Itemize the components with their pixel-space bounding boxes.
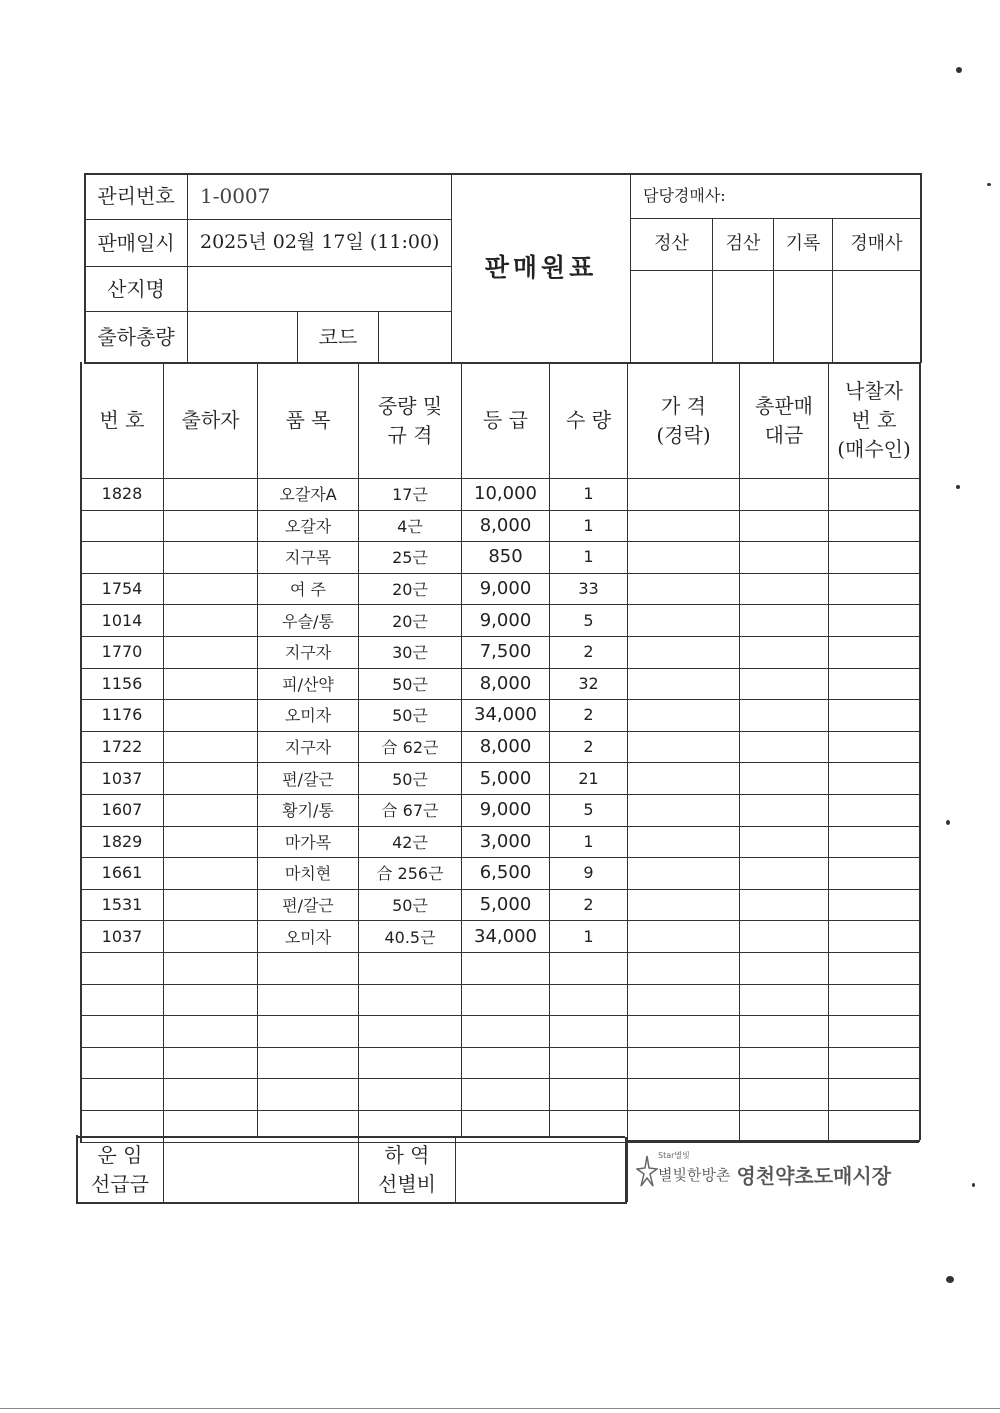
- cell-bidder: [829, 826, 919, 858]
- cell-item: 우슬/통: [282, 611, 334, 631]
- cell-item: 지구목: [284, 548, 332, 568]
- mgmt-no-value: 1-0007: [200, 184, 271, 208]
- cell-no: [81, 510, 163, 542]
- cell-bidder: [829, 1015, 919, 1047]
- cell-no: 1176: [101, 705, 143, 725]
- cell-grade: [462, 952, 549, 984]
- cell-shipper: [164, 1047, 257, 1079]
- cell-shipper: [164, 762, 257, 794]
- cell-item: [258, 984, 358, 1016]
- sale-date-value: 2025년 02월 17일 (11:00): [200, 231, 440, 254]
- cell-price: [628, 952, 739, 984]
- cell-no: 1770: [101, 642, 143, 662]
- col-header-grade-text: 등 급: [483, 408, 528, 432]
- cell-bidder: [829, 573, 919, 605]
- cell-item: 황기/통: [282, 801, 334, 821]
- auctioneer-label: 담당경매사:: [643, 186, 726, 206]
- cell-no: [81, 984, 163, 1016]
- cell-shipper: [164, 541, 257, 573]
- cell-price: [628, 573, 739, 605]
- cell-price: [628, 699, 739, 731]
- col-header-total-line1: 총판매: [755, 393, 813, 418]
- cell-bidder: [829, 1047, 919, 1079]
- cell-shipper: [164, 668, 257, 700]
- cell-weight: 20근: [392, 611, 428, 631]
- cell-price: [628, 1078, 739, 1110]
- cell-qty: 1: [583, 515, 594, 535]
- cell-qty: 1: [583, 484, 594, 504]
- cell-price: [628, 984, 739, 1016]
- cell-grade: 5,000: [479, 767, 532, 789]
- col-header-qty: [550, 363, 627, 478]
- col-header-item-text: 품 목: [285, 408, 331, 432]
- cell-bidder: [829, 857, 919, 889]
- cell-qty: 32: [578, 673, 599, 693]
- cell-no: [81, 541, 163, 573]
- freight-label-line2: 선급금: [91, 1171, 149, 1196]
- code-label: 코드: [318, 324, 358, 349]
- cell-item: [258, 1047, 358, 1079]
- cell-total: [740, 573, 828, 605]
- cell-no: 1661: [101, 863, 143, 883]
- cell-item: [258, 1015, 358, 1047]
- cell-no: 1156: [101, 673, 143, 693]
- cell-total: [740, 826, 828, 858]
- cell-qty: 1: [583, 831, 594, 851]
- cell-qty: 1: [583, 547, 594, 567]
- cell-total: [740, 636, 828, 668]
- cell-bidder: [829, 636, 919, 668]
- cell-qty: 5: [583, 800, 594, 820]
- cell-weight: [359, 1015, 461, 1047]
- col-header-qty-text: 수 량: [566, 408, 611, 432]
- cell-item: [258, 1078, 358, 1110]
- cell-qty: 2: [583, 737, 594, 757]
- cell-shipper: [164, 1078, 257, 1110]
- origin-label: 산지명: [107, 276, 165, 301]
- cell-no: 1828: [101, 484, 143, 504]
- cell-weight: [359, 984, 461, 1016]
- cell-total: [740, 541, 828, 573]
- cell-shipper: [164, 510, 257, 542]
- col-header-grade: [462, 363, 549, 478]
- cell-shipper: [164, 636, 257, 668]
- cell-price: [628, 541, 739, 573]
- cell-weight: [359, 1047, 461, 1079]
- unload-label-line1: 하 역: [384, 1142, 430, 1167]
- cell-bidder: [829, 794, 919, 826]
- cell-total: [740, 889, 828, 921]
- scan-speck: [946, 820, 950, 825]
- cell-item: 지구자: [284, 643, 332, 663]
- cell-qty: 1: [583, 926, 594, 946]
- cell-total: [740, 731, 828, 763]
- cell-total: [740, 1047, 828, 1079]
- cell-total: [740, 794, 828, 826]
- cell-qty: 2: [583, 642, 594, 662]
- cell-bidder: [829, 668, 919, 700]
- cell-price: [628, 889, 739, 921]
- cell-grade: 9,000: [479, 609, 532, 631]
- cell-grade: [462, 1078, 549, 1110]
- total-ship-label: 출하총량: [97, 324, 175, 349]
- freight-label: [77, 1137, 163, 1202]
- cell-no: 1014: [101, 610, 143, 630]
- cell-price: [628, 920, 739, 952]
- cell-qty: 5: [583, 610, 594, 630]
- cell-shipper: [164, 889, 257, 921]
- cell-item: 피/산약: [282, 674, 334, 694]
- cell-no: 1722: [101, 737, 143, 757]
- cell-grade: 850: [488, 546, 523, 568]
- sign-check-label: 검산: [725, 233, 761, 255]
- col-header-item: [258, 363, 358, 478]
- cell-no: 1607: [101, 800, 143, 820]
- col-header-no: [81, 363, 163, 478]
- cell-grade: 3,000: [479, 830, 532, 852]
- cell-no: 1531: [101, 895, 143, 915]
- cell-weight: [359, 952, 461, 984]
- cell-qty: 9: [583, 863, 594, 883]
- cell-bidder: [829, 889, 919, 921]
- cell-price: [628, 731, 739, 763]
- col-header-total-line2: 대금: [764, 422, 804, 447]
- cell-weight: 合 67근: [381, 801, 439, 821]
- cell-bidder: [829, 1078, 919, 1110]
- cell-grade: 6,500: [479, 862, 532, 884]
- unload-value: [456, 1137, 625, 1202]
- cell-shipper: [164, 952, 257, 984]
- cell-shipper: [164, 1015, 257, 1047]
- sign-auctioneer-label: 경매사: [850, 233, 903, 255]
- cell-item: 편/갈근: [282, 896, 334, 916]
- cell-no: [81, 1078, 163, 1110]
- col-header-bidder: [829, 363, 919, 478]
- cell-price: [628, 478, 739, 510]
- col-header-shipper-text: 출하자: [181, 408, 240, 432]
- col-header-price-line2: (경락): [656, 422, 711, 447]
- cell-no: 1829: [101, 831, 143, 851]
- cell-grade: [462, 1047, 549, 1079]
- cell-grade: 8,000: [479, 514, 532, 536]
- cell-bidder: [829, 604, 919, 636]
- cell-item: 마치현: [284, 864, 332, 884]
- cell-shipper: [164, 857, 257, 889]
- cell-weight: 合 62근: [381, 738, 439, 758]
- cell-shipper: [164, 699, 257, 731]
- cell-price: [628, 826, 739, 858]
- cell-bidder: [829, 541, 919, 573]
- cell-grade: 5,000: [479, 894, 532, 916]
- col-header-bidder-line3: (매수인): [837, 437, 911, 461]
- cell-total: [740, 762, 828, 794]
- cell-total: [740, 699, 828, 731]
- cell-weight: 17근: [392, 485, 428, 505]
- cell-no: 1754: [101, 579, 143, 599]
- cell-grade: 10,000: [474, 483, 537, 505]
- col-header-no-text: 번 호: [99, 408, 145, 432]
- cell-price: [628, 762, 739, 794]
- col-header-bidder-line2: 번 호: [851, 408, 897, 432]
- cell-grade: 8,000: [479, 736, 532, 758]
- form-title: 판매원표: [484, 252, 598, 282]
- cell-grade: 34,000: [474, 704, 537, 726]
- scan-speck: [956, 67, 962, 73]
- cell-qty: 2: [583, 895, 594, 915]
- cell-bidder: [829, 762, 919, 794]
- cell-no: 1037: [101, 768, 143, 788]
- cell-price: [628, 1015, 739, 1047]
- cell-weight: 25근: [392, 548, 428, 568]
- cell-price: [628, 1047, 739, 1079]
- origin-value: [188, 267, 450, 311]
- cell-price: [628, 510, 739, 542]
- cell-weight: 50근: [392, 706, 428, 726]
- cell-total: [740, 857, 828, 889]
- col-header-price: [628, 363, 739, 478]
- cell-item: 지구자: [284, 738, 332, 758]
- cell-bidder: [829, 478, 919, 510]
- cell-total: [740, 952, 828, 984]
- cell-weight: 40.5근: [384, 927, 436, 947]
- cell-no: [81, 1015, 163, 1047]
- cell-item: 오미자: [284, 927, 332, 947]
- unload-label-line2: 선별비: [378, 1171, 436, 1196]
- cell-item: 마가목: [284, 832, 332, 852]
- col-header-shipper: [164, 363, 257, 478]
- cell-total: [740, 1110, 828, 1142]
- cell-total: [740, 478, 828, 510]
- cell-item: 오미자: [284, 706, 332, 726]
- cell-total: [740, 604, 828, 636]
- cell-weight: 42근: [392, 832, 428, 852]
- mgmt-no-label: 관리번호: [97, 184, 175, 208]
- logo-market-text: 영천약초도매시장: [736, 1163, 892, 1188]
- cell-shipper: [164, 478, 257, 510]
- cell-grade: 9,000: [479, 799, 532, 821]
- cell-grade: 7,500: [479, 641, 532, 663]
- sign-record-label: 기록: [785, 233, 821, 255]
- col-header-weight: [359, 363, 461, 478]
- cell-qty: [550, 984, 627, 1016]
- cell-total: [740, 510, 828, 542]
- scan-speck: [987, 183, 991, 186]
- cell-weight: [359, 1078, 461, 1110]
- cell-item: 오갈자: [284, 516, 332, 536]
- cell-total: [740, 668, 828, 700]
- total-ship-value: [188, 312, 297, 362]
- cell-qty: 21: [578, 768, 599, 788]
- cell-weight: 50근: [392, 674, 428, 694]
- col-header-weight-line1: 중량 및: [377, 393, 443, 418]
- cell-item: 여 주: [290, 580, 326, 600]
- cell-grade: [462, 984, 549, 1016]
- unload-label: [359, 1137, 455, 1202]
- cell-bidder: [829, 699, 919, 731]
- freight-value: [164, 1137, 358, 1202]
- cell-qty: [550, 952, 627, 984]
- col-header-bidder-line1: 낙찰자: [845, 379, 903, 403]
- star-logo-icon: [636, 1154, 658, 1194]
- cell-grade: 34,000: [474, 925, 537, 947]
- cell-price: [628, 1110, 739, 1142]
- cell-shipper: [164, 731, 257, 763]
- cell-bidder: [829, 731, 919, 763]
- scan-speck: [946, 1276, 954, 1283]
- cell-item: [258, 952, 358, 984]
- cell-qty: 2: [583, 705, 594, 725]
- cell-weight: 50근: [392, 896, 428, 916]
- cell-shipper: [164, 573, 257, 605]
- cell-total: [740, 1015, 828, 1047]
- cell-item: 오갈자A: [279, 485, 337, 505]
- cell-qty: [550, 1015, 627, 1047]
- cell-no: 1037: [101, 926, 143, 946]
- sale-date-label: 판매일시: [97, 230, 175, 255]
- cell-shipper: [164, 604, 257, 636]
- cell-price: [628, 636, 739, 668]
- cell-qty: [550, 1078, 627, 1110]
- col-header-price-line1: 가 격: [661, 393, 706, 418]
- cell-weight: 20근: [392, 580, 428, 600]
- cell-grade: [462, 1015, 549, 1047]
- cell-weight: 4근: [397, 516, 423, 536]
- col-header-total: [740, 363, 828, 478]
- cell-qty: 33: [578, 579, 599, 599]
- cell-grade: 9,000: [479, 578, 532, 600]
- cell-bidder: [829, 510, 919, 542]
- cell-shipper: [164, 984, 257, 1016]
- cell-total: [740, 920, 828, 952]
- cell-shipper: [164, 826, 257, 858]
- cell-price: [628, 604, 739, 636]
- cell-weight: 50근: [392, 769, 428, 789]
- cell-bidder: [829, 1110, 919, 1142]
- market-logo: [636, 1148, 906, 1200]
- scan-speck: [956, 485, 960, 489]
- cell-total: [740, 1078, 828, 1110]
- cell-bidder: [829, 952, 919, 984]
- cell-price: [628, 794, 739, 826]
- col-header-weight-line2: 규 격: [387, 422, 433, 447]
- cell-no: [81, 952, 163, 984]
- cell-bidder: [829, 984, 919, 1016]
- cell-grade: 8,000: [479, 672, 532, 694]
- cell-qty: [550, 1047, 627, 1079]
- cell-no: [81, 1047, 163, 1079]
- logo-tag-text: Star별빛: [658, 1151, 690, 1160]
- cell-weight: 30근: [392, 643, 428, 663]
- cell-shipper: [164, 920, 257, 952]
- code-value: [379, 312, 451, 362]
- cell-item: 편/갈근: [282, 769, 334, 789]
- cell-total: [740, 984, 828, 1016]
- cell-shipper: [164, 794, 257, 826]
- cell-price: [628, 668, 739, 700]
- freight-label-line1: 운 임: [97, 1142, 143, 1167]
- cell-price: [628, 857, 739, 889]
- scan-speck: [972, 1183, 975, 1187]
- cell-weight: 合 256근: [376, 864, 444, 884]
- logo-village-text: 별빛한방촌: [658, 1165, 731, 1184]
- cell-bidder: [829, 920, 919, 952]
- sign-settle-label: 정산: [654, 233, 689, 255]
